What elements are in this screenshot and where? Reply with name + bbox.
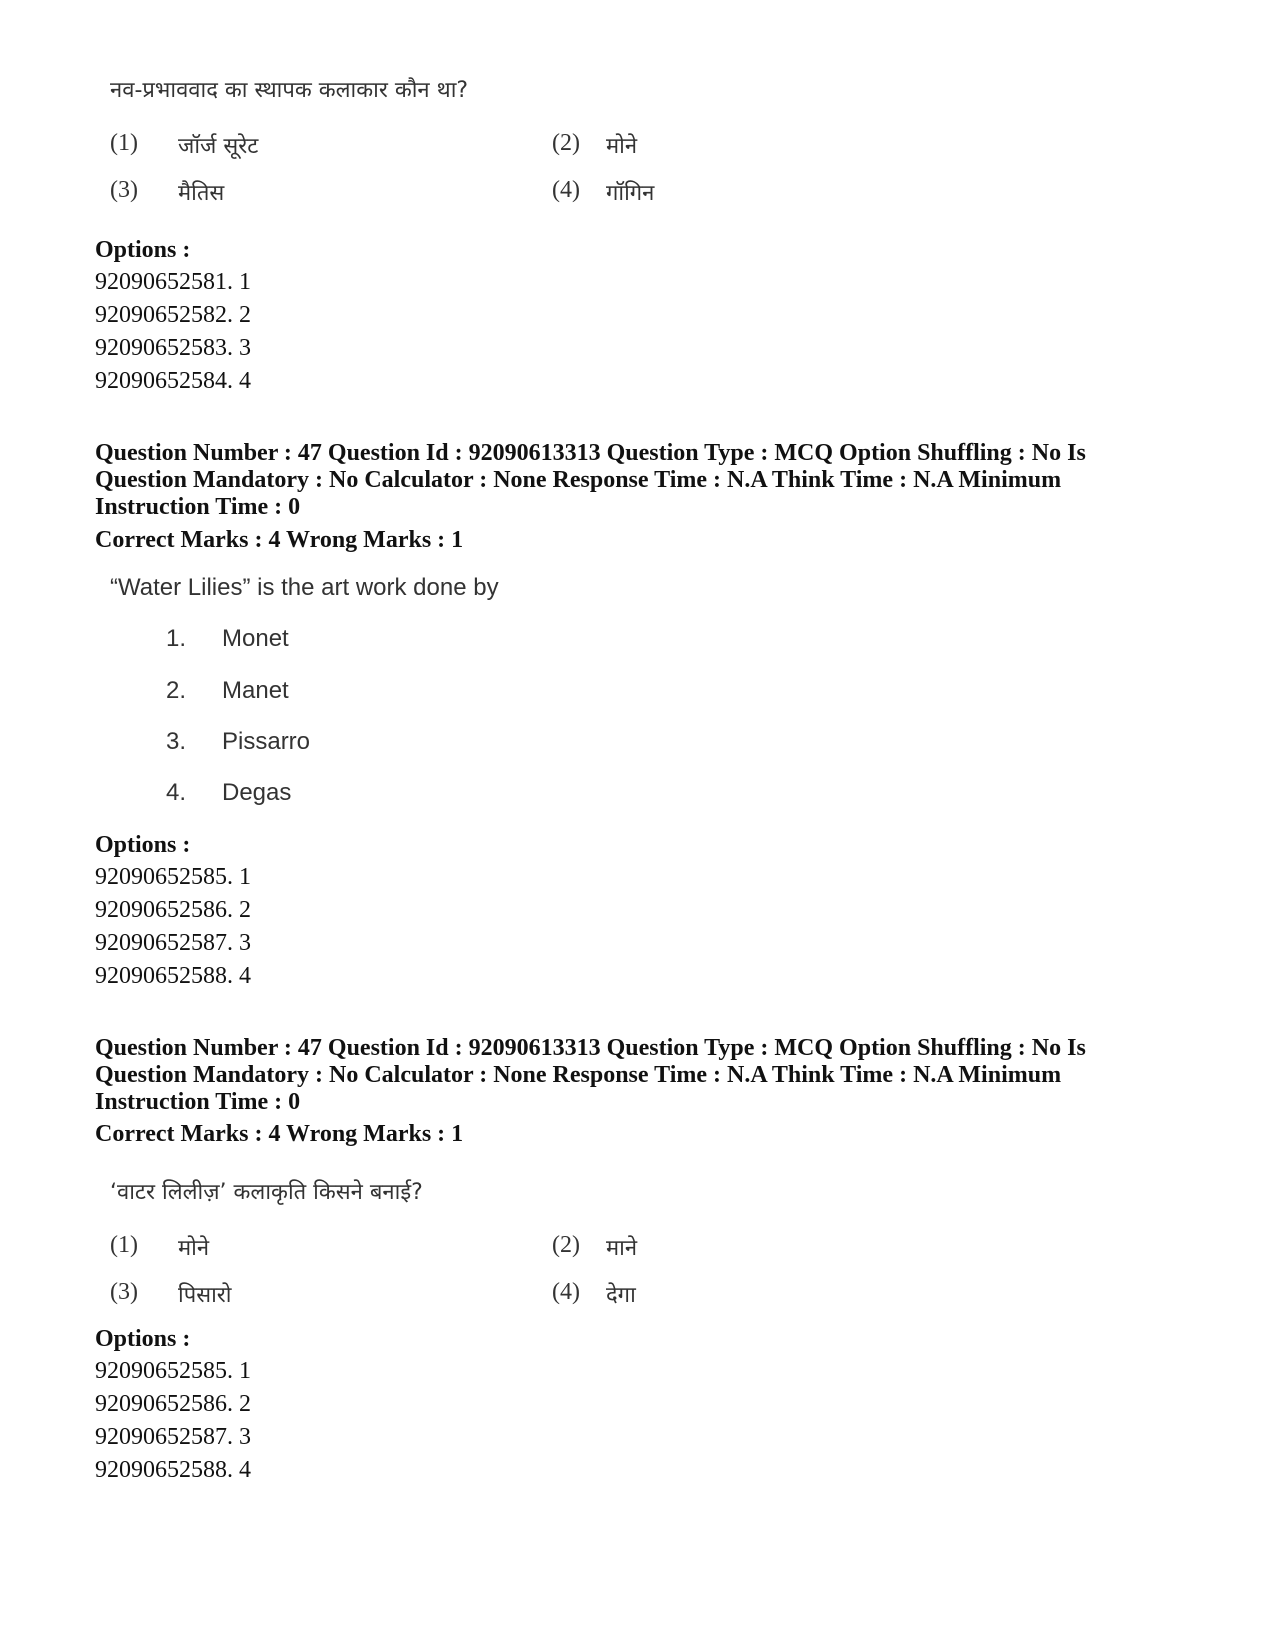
choice-number: (2): [552, 1232, 580, 1258]
option-line: 92090652586. 2: [95, 897, 251, 923]
option-line: 92090652585. 1: [95, 1358, 251, 1384]
choice-number: 1.: [166, 625, 187, 652]
choice-number: 2.: [166, 677, 187, 704]
marks-line: Correct Marks : 4 Wrong Marks : 1: [95, 527, 464, 553]
marks-line: Correct Marks : 4 Wrong Marks : 1: [95, 1121, 464, 1147]
choice-number: 3.: [166, 728, 187, 755]
choice-number: (4): [552, 1279, 580, 1305]
choice-text: Manet: [222, 677, 289, 704]
meta-line: Instruction Time : 0: [95, 494, 301, 520]
choice-text: मोने: [178, 1236, 210, 1261]
question-text-hindi-1: नव-प्रभाववाद का स्थापक कलाकार कौन था?: [110, 78, 469, 103]
option-line: 92090652584. 4: [95, 368, 251, 394]
option-line: 92090652581. 1: [95, 269, 251, 295]
meta-line: Instruction Time : 0: [95, 1089, 301, 1115]
choice-text: माने: [606, 1236, 638, 1261]
option-line: 92090652582. 2: [95, 302, 251, 328]
meta-line: Question Mandatory : No Calculator : None Response Time : N.A Think Time : N.A Minimum: [95, 467, 1062, 493]
choice-text: गॉगिन: [606, 181, 655, 206]
options-label: Options :: [95, 1326, 191, 1352]
question-text-hindi-2: ‘वाटर लिलीज़’ कलाकृति किसने बनाई?: [110, 1180, 423, 1205]
choice-text: Pissarro: [222, 728, 311, 755]
option-line: 92090652588. 4: [95, 1457, 251, 1483]
choice-number: (3): [110, 1279, 138, 1305]
choice-number: (1): [110, 130, 138, 156]
option-line: 92090652586. 2: [95, 1391, 251, 1417]
choice-number: (1): [110, 1232, 138, 1258]
choice-number: (2): [552, 130, 580, 156]
choice-text: Monet: [222, 625, 289, 652]
choice-text: Degas: [222, 779, 292, 806]
choice-number: 4.: [166, 779, 187, 806]
meta-line: Question Number : 47 Question Id : 92090613313 Question Type : MCQ Option Shuffling : No Is: [95, 1035, 1086, 1061]
options-label: Options :: [95, 832, 191, 858]
option-line: 92090652588. 4: [95, 963, 251, 989]
option-line: 92090652583. 3: [95, 335, 251, 361]
choice-number: (4): [552, 177, 580, 203]
choice-text: देगा: [606, 1283, 636, 1308]
question-meta: [95, 440, 1095, 521]
choice-text: पिसारो: [178, 1283, 232, 1308]
option-line: 92090652587. 3: [95, 1424, 251, 1450]
question-meta: [95, 1035, 1095, 1116]
option-line: 92090652585. 1: [95, 864, 251, 890]
choice-text: मैतिस: [178, 181, 225, 206]
choice-number: (3): [110, 177, 138, 203]
option-line: 92090652587. 3: [95, 930, 251, 956]
question-text-english: “Water Lilies” is the art work done by: [110, 574, 499, 601]
choice-text: मोने: [606, 134, 638, 159]
meta-line: Question Mandatory : No Calculator : None Response Time : N.A Think Time : N.A Minimum: [95, 1062, 1062, 1088]
meta-line: Question Number : 47 Question Id : 92090613313 Question Type : MCQ Option Shuffling : No Is: [95, 440, 1086, 466]
options-label: Options :: [95, 237, 191, 263]
choice-text: जॉर्ज सूरेट: [178, 134, 259, 159]
